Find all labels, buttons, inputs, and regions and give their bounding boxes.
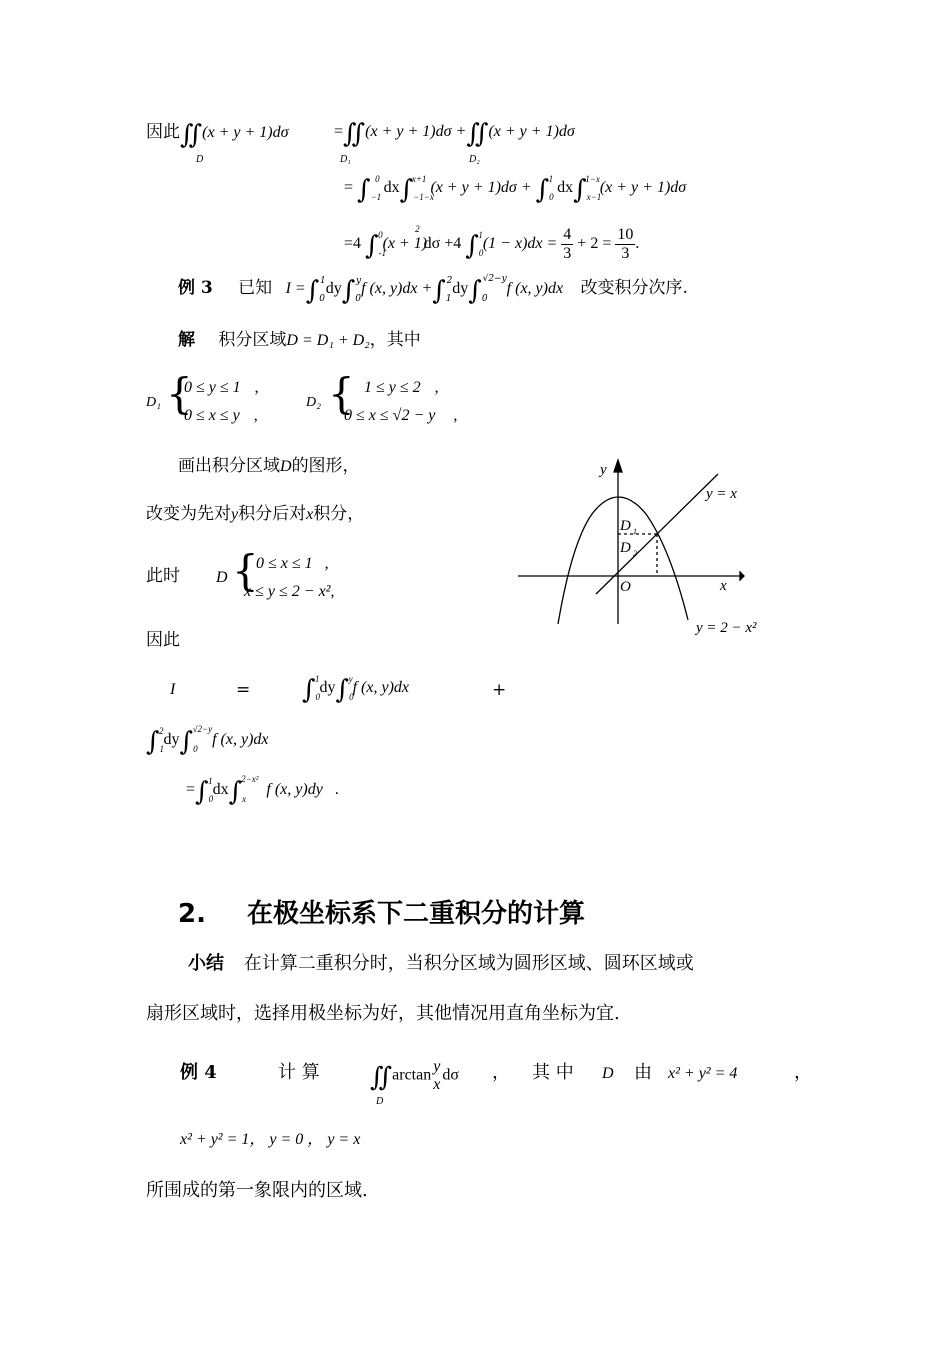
section-number: 2. bbox=[178, 899, 206, 929]
equation-rhs-1: =∬(x + y + 1)dσ +∬(x + y + 1)dσ bbox=[334, 119, 575, 149]
fraction-4-3: $\frac{4}{3}$ bbox=[563, 226, 572, 262]
equation-line-2: = $\int_{-1}^0$ $dx\int_{-1-x}^{x+1}$ $(x + y + 1)d\sigma + \int_0^1$ $dx\int_{x-1}^{1-x}(x + y + 1)d\sigma$ bbox=[344, 174, 687, 205]
now-d: D bbox=[216, 569, 228, 586]
example-3-label: 例 3 bbox=[178, 278, 213, 298]
curve-label: y = 2 − x² bbox=[696, 620, 757, 636]
example-4-circle-1: x² + y² = 4 bbox=[668, 1065, 738, 1082]
example-4-compute: 计 算 bbox=[278, 1062, 320, 1083]
region-d1-row1: 0 ≤ y ≤ 1 , bbox=[184, 379, 259, 396]
region-d2-name: D₂ bbox=[306, 395, 321, 410]
change-order-text: 改变为先对y积分后对x积分， bbox=[146, 504, 365, 524]
example-4-integral: ∬arctan y x dσ bbox=[370, 1058, 459, 1093]
x-axis-label: x bbox=[720, 578, 727, 594]
region-d2-label: D bbox=[620, 540, 631, 556]
section-heading bbox=[178, 898, 585, 930]
x-axis-arrow bbox=[740, 572, 744, 580]
region-d2-sub: 2 bbox=[633, 549, 637, 558]
example-3: 例 3 已知 $I =\int_0^1dy\int_0^yf$ (x, $y)dx +\int_1^2dy\int_0^{√2-y}f$ (x, y)dx 改变积分次序. bbox=[178, 274, 688, 306]
integrand-c: (x + y + 1)dσ bbox=[488, 123, 575, 140]
result-term3: $=\int_0^1dx\int_x^{2-x^2}f$ (x, y)dy . bbox=[186, 774, 339, 807]
example-4-tail: 所围成的第一象限内的区域. bbox=[146, 1180, 368, 1201]
equation-line-1 bbox=[146, 120, 289, 150]
example-4-sub-d: D bbox=[376, 1096, 384, 1107]
now-row2: x ≤ y ≤ 2 − x², bbox=[244, 583, 335, 600]
example-4-label: 例 4 bbox=[180, 1062, 217, 1083]
region-label-d1: D₁ bbox=[340, 154, 351, 165]
region-d2-row1: 1 ≤ y ≤ 2 , bbox=[364, 379, 439, 396]
result-plus: + bbox=[492, 680, 507, 700]
region-d1-row2: 0 ≤ x ≤ y , bbox=[184, 407, 258, 424]
origin-label: O bbox=[620, 579, 631, 595]
parabola-curve bbox=[558, 497, 688, 624]
example-4-d: D bbox=[602, 1065, 614, 1082]
region-d2-row2: 0 ≤ x ≤ √2 − y , bbox=[344, 407, 458, 424]
summary-line-1: 小结 在计算二重积分时，当积分区域为圆形区域、圆环区域或 bbox=[188, 953, 694, 974]
y-axis-arrow bbox=[614, 460, 622, 472]
brace-d1: { bbox=[166, 369, 193, 418]
now-label: 此时 bbox=[146, 566, 180, 586]
region-label-d: D bbox=[196, 154, 204, 165]
example-4-line-2: x² + y² = 1， y = 0 ， y = x bbox=[180, 1131, 361, 1148]
fraction-y-x: y x bbox=[433, 1058, 441, 1093]
integrand-b: (x + y + 1)dσ + bbox=[365, 123, 467, 140]
summary-label: 小结 bbox=[188, 953, 224, 974]
example-4-by: 由 bbox=[634, 1062, 652, 1083]
lead-text: 因此 bbox=[146, 122, 180, 142]
draw-region-text: 画出积分区域D的图形， bbox=[178, 456, 360, 476]
summary-line-2: 扇形区域时，选择用极坐标为好，其他情况用直角坐标为宜. bbox=[146, 1003, 620, 1024]
fraction-10-3: $\frac{10}{3}$ bbox=[617, 226, 634, 262]
example-4-comma-2: ， bbox=[794, 1062, 812, 1083]
double-integral-sign: ∬ bbox=[180, 120, 203, 150]
y-axis-label: y bbox=[600, 462, 607, 478]
example-4-where: 其 中 bbox=[532, 1062, 574, 1083]
region-d1-sub: 1 bbox=[633, 527, 637, 536]
region-d1-label: D bbox=[620, 518, 631, 534]
region-label-d2: D₂ bbox=[469, 154, 480, 165]
solution-line: 解 积分区域D = D₁ + D₂，其中 bbox=[178, 330, 421, 350]
example-4-comma-1: ， bbox=[492, 1062, 510, 1083]
double-integral-sign: ∬ bbox=[466, 119, 489, 149]
result-I: I bbox=[170, 681, 176, 698]
brace-d2: { bbox=[328, 369, 355, 418]
section-title: 在极坐标系下二重积分的计算 bbox=[247, 899, 586, 929]
equation-line-3: =4 $\int_{-1}^0(x + 1)^2$ dσ +4 $\int_0^1(1 - x)dx$ = $\frac{4}{3}$ + 2 = $\frac{10}{3}$ . bbox=[344, 224, 640, 262]
solution-label: 解 bbox=[178, 330, 195, 350]
therefore-text: 因此 bbox=[146, 630, 180, 650]
result-eq: = bbox=[236, 680, 251, 700]
region-figure bbox=[512, 452, 772, 642]
now-row1: 0 ≤ x ≤ 1 , bbox=[256, 555, 329, 572]
brace-now: { bbox=[232, 546, 259, 595]
integrand-a: (x + y + 1)dσ bbox=[202, 124, 289, 141]
region-d1-name: D₁ bbox=[146, 395, 161, 410]
result-term1: $\int_0^1dy\int_0^yf$ (x, y)dx bbox=[302, 674, 409, 705]
double-integral-sign: ∬ bbox=[343, 119, 366, 149]
line-label: y = x bbox=[706, 486, 737, 502]
result-term2: $\int_1^2dy\int_0^{√2-y}f$ (x, y)dx bbox=[146, 724, 269, 757]
